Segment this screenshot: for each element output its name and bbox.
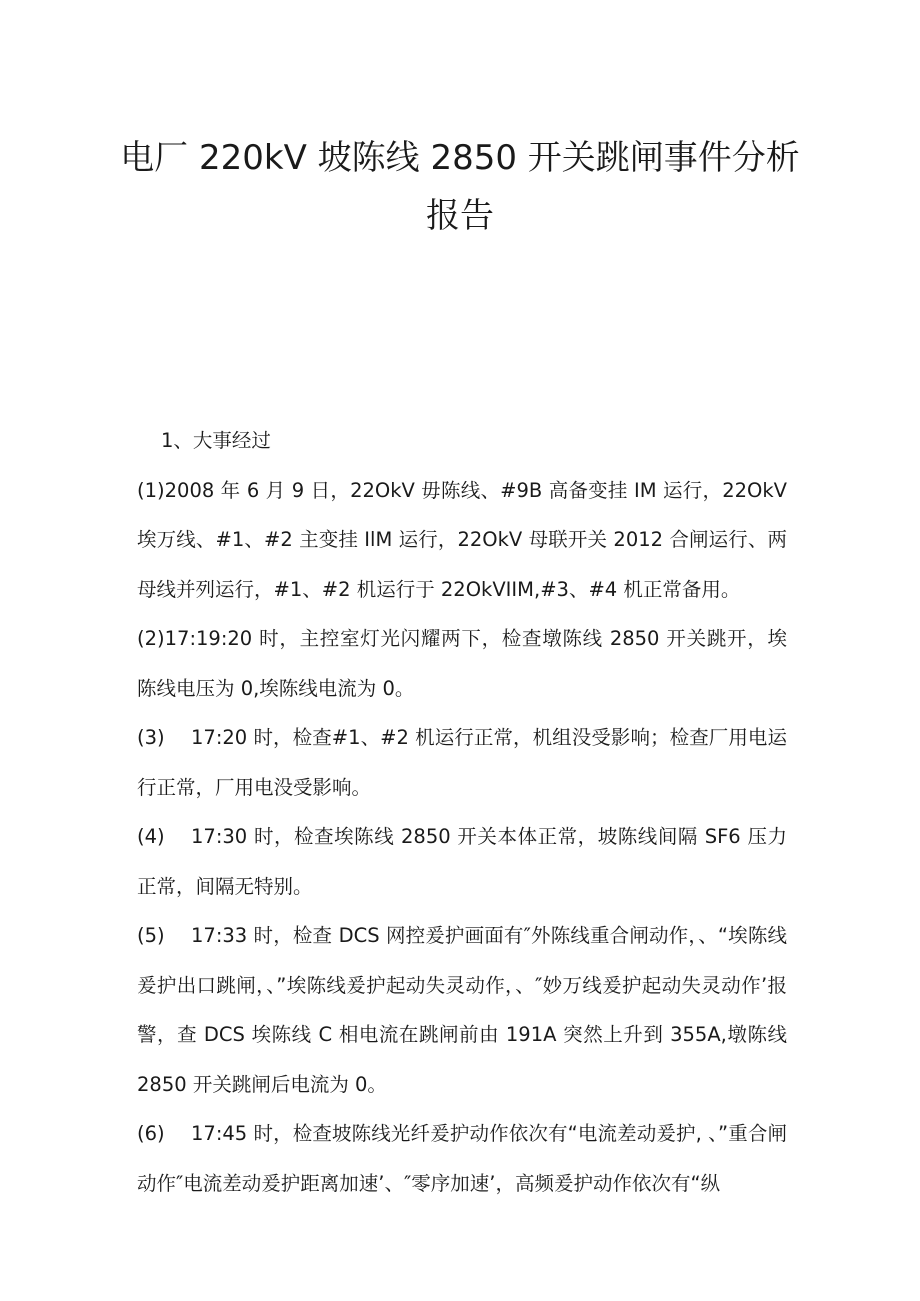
paragraph-4 [137, 812, 787, 911]
paragraph-5 [137, 911, 787, 1109]
section-heading: 1、大事经过 [161, 429, 271, 452]
paragraph-text: 17:33 时，检查 DCS 网控爰护画面有″外陈线重合闸动作，、“埃陈线爰护出口跳闸，、”埃陈线爰护起动失灵动作，、″妙万线爰护起动失灵动作’报警，查 DCS 埃陈线 C 相电流在跳闸前由 191A 突然上升到 355A,墩陈线 2850 开关跳闸后电流为 0。 [137, 924, 787, 1096]
document-title-line-2: 报告 [426, 196, 494, 236]
paragraph-number: (1) [137, 478, 165, 502]
paragraph-1 [137, 466, 787, 615]
paragraph-number: (3) [137, 726, 165, 749]
document-body [137, 416, 787, 1208]
paragraph-number: (2) [137, 627, 165, 650]
document-title-line-1: 电厂 220kV 坡陈线 2850 开关跳闸事件分析 [120, 138, 800, 178]
paragraph-2 [137, 614, 787, 713]
paragraph-number: (6) [137, 1122, 165, 1145]
paragraph-text: 17:30 时，检查埃陈线 2850 开关本体正常，坡陈线间隔 SF6 压力正常，间隔无特别。 [137, 825, 787, 898]
paragraph-6 [137, 1109, 787, 1208]
paragraph-text: 2008 年 6 月 9 日，22OkV 毋陈线、#9B 高备变挂 IM 运行，22OkV 埃万线、#1、#2 主变挂 IlM 运行，22OkV 母联开关 2012 合闸运行、两母线并列运行，#1、#2 机运行于 22OkVIIM,#3、#4 机正常备用。 [137, 478, 787, 601]
paragraph-3 [137, 713, 787, 812]
paragraph-text: 17:20 时，检查#1、#2 机运行正常，机组没受影响；检查厂用电运行正常，厂用电没受影响。 [137, 726, 787, 799]
paragraph-text: 17:45 时，检查坡陈线光纤爰护动作依次有“电流差动爰护, 、”重合闸动作″电流差动爰护距离加速’、″零序加速’，高频爰护动作依次有“纵 [137, 1122, 787, 1195]
paragraph-number: (5) [137, 924, 165, 947]
paragraph-text: 17:19:20 时，主控室灯光闪耀两下，检查墩陈线 2850 开关跳开，埃陈线电压为 0,埃陈线电流为 0。 [137, 627, 787, 700]
paragraph-number: (4) [137, 825, 165, 848]
